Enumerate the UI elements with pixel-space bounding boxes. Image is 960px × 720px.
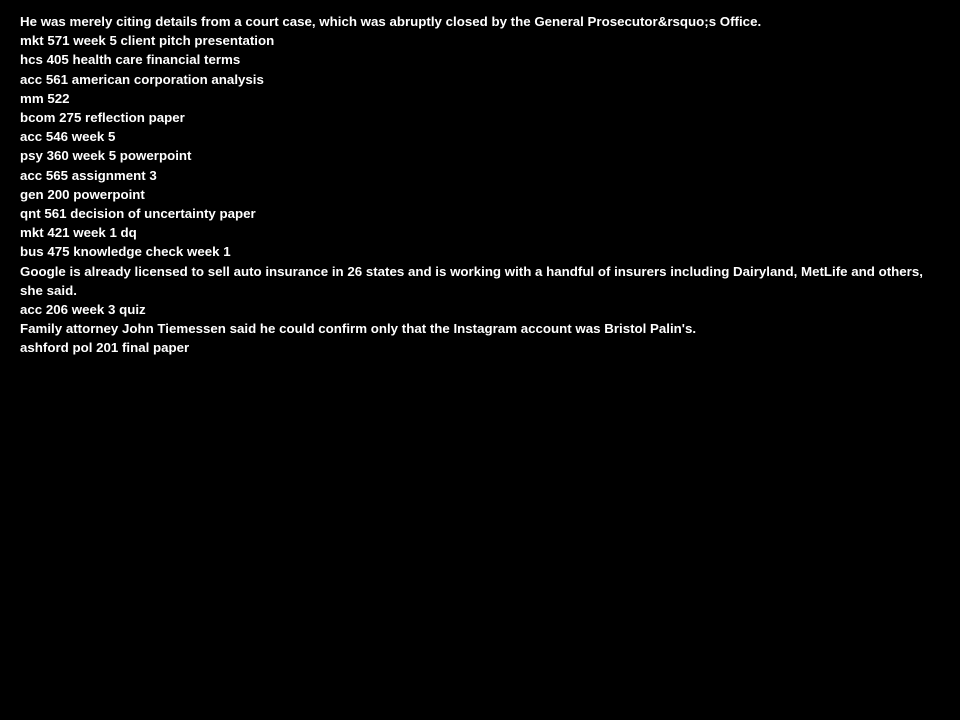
text-line: bcom 275 reflection paper xyxy=(20,110,185,126)
text-line: bus 475 knowledge check week 1 xyxy=(20,244,231,260)
text-line: psy 360 week 5 powerpoint xyxy=(20,148,192,164)
text-line: gen 200 powerpoint xyxy=(20,186,145,202)
text-line: acc 565 assignment 3 xyxy=(20,167,157,183)
text-line: ashford pol 201 final paper xyxy=(20,340,190,356)
text-line: acc 561 american corporation analysis xyxy=(20,71,264,87)
text-line: hcs 405 health care financial terms xyxy=(20,52,241,68)
text-lines xyxy=(20,12,940,358)
text-line: mkt 571 week 5 client pitch presentation xyxy=(20,33,275,49)
text-line: mkt 421 week 1 dq xyxy=(20,225,137,241)
text-line: Family attorney John Tiemessen said he could confirm only that the Instagram account was Bristol Palin's. xyxy=(20,321,697,337)
text-line: qnt 561 decision of uncertainty paper xyxy=(20,206,256,222)
text-line: acc 546 week 5 xyxy=(20,129,116,145)
text-line: mm 522 xyxy=(20,90,70,106)
text-line: He was merely citing details from a court case, which was abruptly closed by the General Prosecutor&rsquo;s Office. xyxy=(20,14,762,29)
text-line: acc 206 week 3 quiz xyxy=(20,302,146,318)
text-line: Google is already licensed to sell auto insurance in 26 states and is working with a handful of insurers including Dairyland, MetLife and others, she said. xyxy=(20,263,923,298)
